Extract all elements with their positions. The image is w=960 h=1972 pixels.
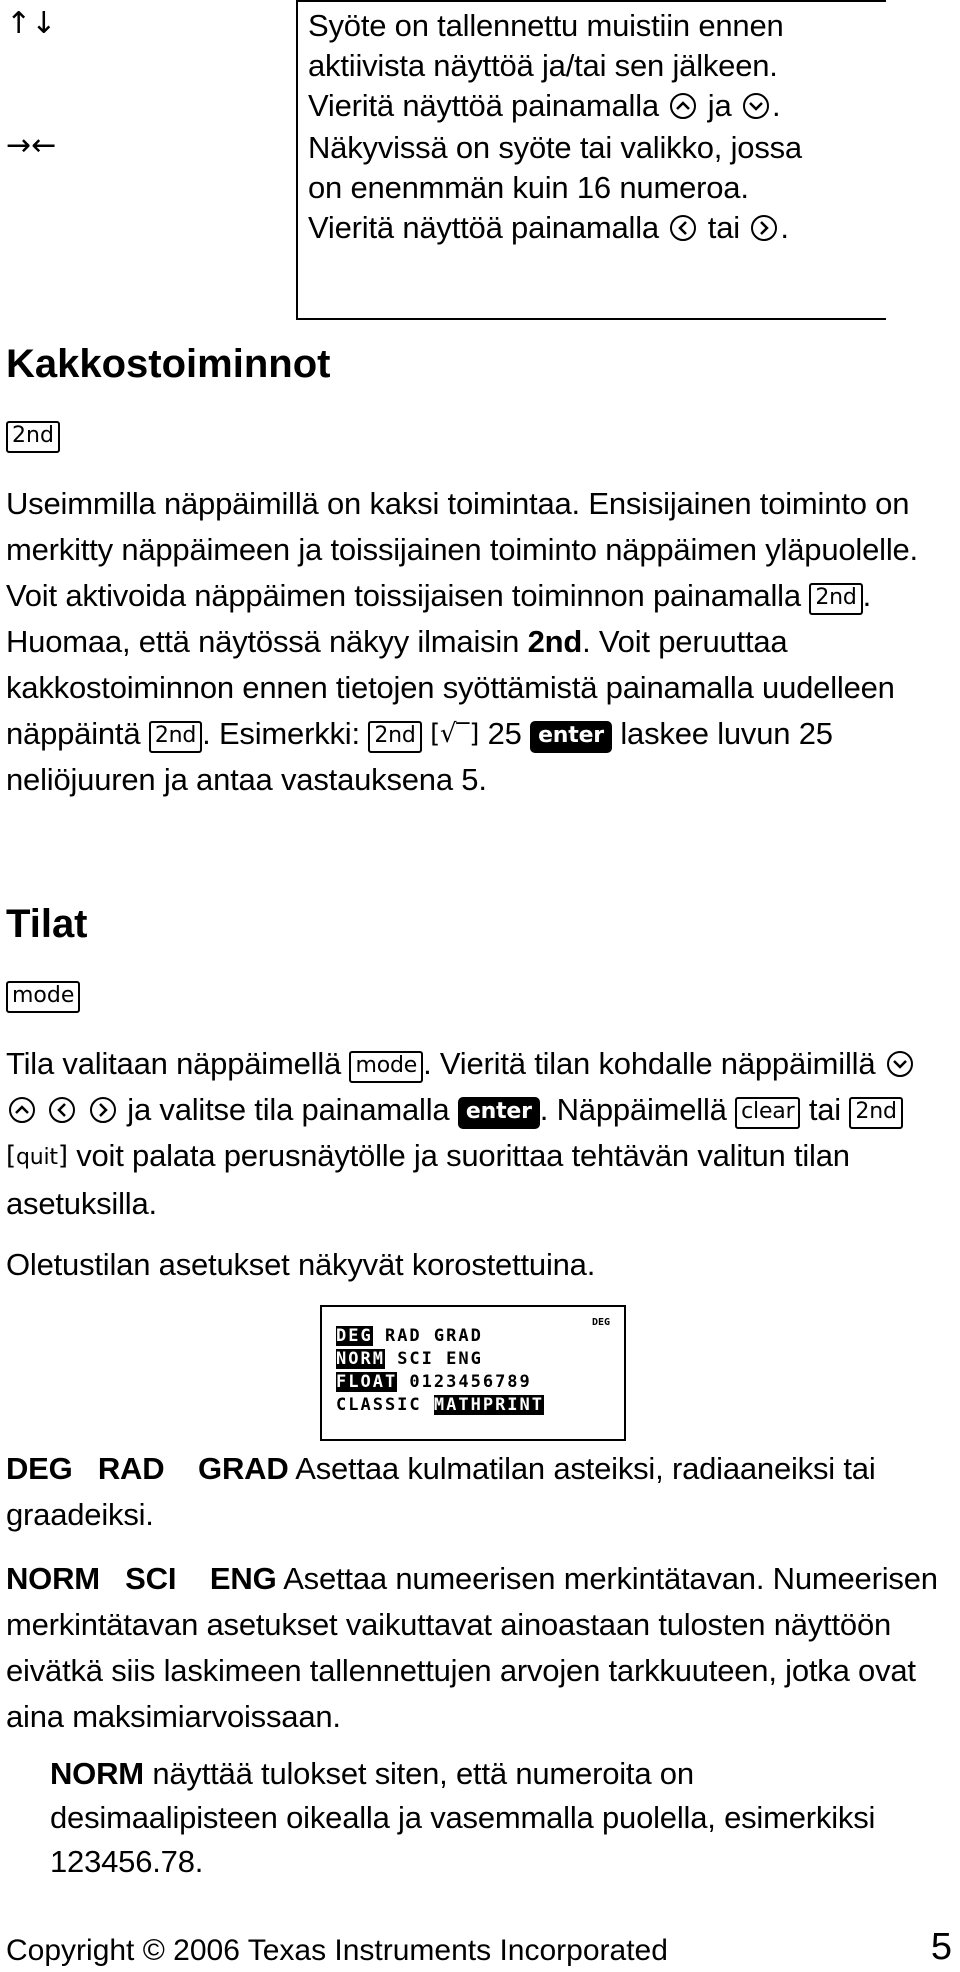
quit-key-icon: [quit] [6, 1141, 68, 1171]
copyright-footer: Copyright © 2006 Texas Instruments Incorporated [6, 1934, 668, 1967]
2nd-key-icon: 2nd [6, 421, 60, 453]
section-tilat [6, 902, 946, 1285]
row2-line3: Vieritä näyttöä painamalla tai . [308, 210, 789, 245]
norm-sci-eng-paragraph: NORM SCI ENG Asettaa numeerisen merkintätavan. Numeerisen merkintätavan asetukset vaikuttavat ainoastaan tulosten näyttöön eivätkä siis laskimeen tallennettujen arvojen tarkkuuteen, jotka ovat aina maksimiarvoissaan. [6, 1561, 938, 1734]
tilat-paragraph: Tila valitaan näppäimellä mode . Vieritä tilan kohdalle näppäimillä ja valitse tila painamalla enter . Näppäimellä clear tai 2nd[quit] voit palata perusnäytölle ja suorittaa tehtävän valitun tilan asetuksilla. [6, 1041, 946, 1227]
calculator-mode-screen [320, 1305, 626, 1441]
right-arrow-key-icon [751, 215, 777, 241]
right-arrow-key-icon [90, 1097, 116, 1123]
2nd-key-icon: 2nd [149, 721, 202, 753]
deg-rad-grad-paragraph: DEG RAD GRAD Asettaa kulmatilan asteiksi, radiaaneiksi tai graadeiksi. [6, 1451, 876, 1532]
left-arrow-key-icon [49, 1097, 75, 1123]
row1-line2: aktiivista näyttöä ja/tai sen jälkeen. [308, 48, 778, 83]
norm-description: NORM näyttää tulokset siten, että numeroita on desimaalipisteen oikealla ja vasemmalla puolella, esimerkiksi 123456.78. [50, 1756, 876, 1879]
section-kakkostoiminnot [6, 342, 946, 803]
sqrt-key-icon: [√‾] [430, 719, 480, 749]
heading-kakkostoiminnot: Kakkostoiminnot [6, 342, 331, 386]
2nd-key-icon: 2nd [849, 1097, 902, 1129]
enter-key-icon: enter [458, 1097, 540, 1129]
up-arrow-key-icon [9, 1097, 35, 1123]
lcd-row-decimals: FLOAT 0123456789 [336, 1372, 532, 1392]
left-arrow-key-icon [670, 215, 696, 241]
lcd-row-angle: DEG RAD GRAD [336, 1326, 483, 1346]
enter-key-icon: enter [530, 721, 612, 753]
table-top-border [298, 0, 886, 2]
table-bottom-border [298, 318, 886, 320]
default-settings-note: Oletustilan asetukset näkyvät korostettuina. [6, 1247, 596, 1282]
row2-line1: Näkyvissä on syöte tai valikko, jossa [308, 130, 802, 165]
2nd-key-icon: 2nd [368, 721, 421, 753]
scroll-horizontal-indicator: →← [6, 128, 57, 163]
mode-key-icon: mode [6, 981, 80, 1013]
down-arrow-key-icon [887, 1051, 913, 1077]
down-arrow-key-icon [743, 93, 769, 119]
up-arrow-key-icon [670, 93, 696, 119]
2nd-key-icon: 2nd [809, 583, 862, 615]
page-number: 5 [930, 1926, 952, 1968]
row2-line2: on enenmmän kuin 16 numeroa. [308, 170, 749, 205]
lcd-row-display: CLASSIC MATHPRINT [336, 1395, 545, 1415]
kakkos-paragraph: Useimmilla näppäimillä on kaksi toimintaa. Ensisijainen toiminto on merkitty näppäimeen ja toissijainen toiminto näppäimen yläpuolelle. Voit aktivoida näppäimen toissijaisen toiminnon painamalla 2nd . Huomaa, että näytössä näkyy ilmaisin 2nd. Voit peruuttaa kakkostoiminnon ennen tietojen syöttämistä painamalla uudelleen näppäintä 2nd . Esimerkki: 2nd [√‾] 25 enter laskee luvun 25 neliöjuuren ja antaa vastauksena 5. [6, 486, 918, 797]
mode-key-icon: mode [349, 1051, 423, 1083]
row1-line1: Syöte on tallennettu muistiin ennen [308, 8, 784, 43]
clear-key-icon: clear [735, 1097, 800, 1129]
table-column-divider [296, 0, 298, 320]
lcd-row-notation: NORM SCI ENG [336, 1349, 483, 1369]
scroll-vertical-indicator: ↑↓ [6, 6, 57, 41]
heading-tilat: Tilat [6, 902, 88, 946]
deg-indicator: DEG [591, 1317, 610, 1328]
row1-line3: Vieritä näyttöä painamalla ja . [308, 88, 781, 123]
